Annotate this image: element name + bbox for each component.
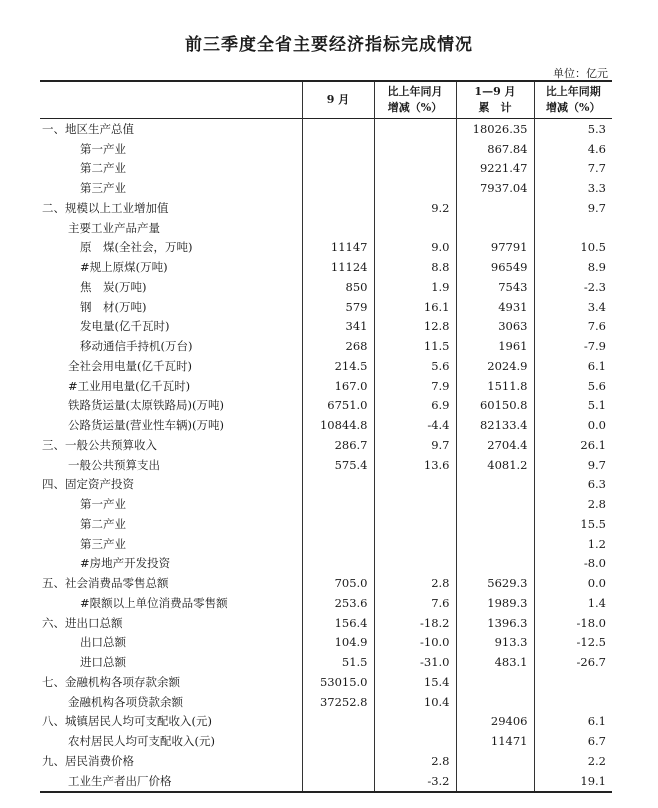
row-label: 农村居民人均可支配收入(元): [68, 734, 215, 749]
table-row: [40, 455, 612, 475]
header-yoy-month: [374, 81, 456, 119]
row-label: 金融机构各项贷款余额: [68, 694, 183, 709]
cell-month-yoy: 7.9: [374, 376, 456, 396]
cell-month-value: [302, 534, 374, 554]
cell-cumulative-yoy: [534, 218, 612, 238]
page-title: 前三季度全省主要经济指标完成情况: [185, 35, 473, 55]
header-indicator: [40, 81, 302, 119]
cell-cumulative-value: 60150.8: [456, 396, 534, 416]
cell-cumulative-value: [456, 198, 534, 218]
cell-month-value: 268: [302, 336, 374, 356]
cell-cumulative-value: 9221.47: [456, 159, 534, 179]
cell-cumulative-value: 1396.3: [456, 613, 534, 633]
cell-cumulative-yoy: 6.1: [534, 712, 612, 732]
cell-month-yoy: 9.7: [374, 435, 456, 455]
cell-cumulative-yoy: 15.5: [534, 514, 612, 534]
cell-cumulative-yoy: 10.5: [534, 238, 612, 258]
cell-cumulative-value: 4081.2: [456, 455, 534, 475]
cell-month-yoy: -10.0: [374, 633, 456, 653]
table-row: [40, 633, 612, 653]
cell-cumulative-yoy: 19.1: [534, 771, 612, 792]
cell-month-yoy: [374, 731, 456, 751]
cell-cumulative-yoy: 7.7: [534, 159, 612, 179]
row-label: 铁路货运量(太原铁路局)(万吨): [68, 398, 224, 413]
cell-month-yoy: 2.8: [374, 573, 456, 593]
row-label: 出口总额: [80, 635, 126, 650]
cell-month-yoy: [374, 494, 456, 514]
cell-month-yoy: [374, 139, 456, 159]
cell-month-value: 253.6: [302, 593, 374, 613]
table-row: [40, 297, 612, 317]
cell-cumulative-yoy: -12.5: [534, 633, 612, 653]
cell-month-value: [302, 712, 374, 732]
cell-month-value: [302, 159, 374, 179]
cell-cumulative-yoy: 5.6: [534, 376, 612, 396]
cell-cumulative-yoy: -7.9: [534, 336, 612, 356]
cell-cumulative-value: 1989.3: [456, 593, 534, 613]
row-label: 六、进出口总额: [42, 615, 123, 630]
cell-month-value: 11147: [302, 238, 374, 258]
cell-month-yoy: 9.2: [374, 198, 456, 218]
cell-cumulative-yoy: -26.7: [534, 652, 612, 672]
row-label: 三、一般公共预算收入: [42, 437, 157, 452]
cell-cumulative-value: 18026.35: [456, 119, 534, 139]
row-label: 第二产业: [80, 516, 126, 531]
header-yoy-cumulative: [534, 81, 612, 119]
cell-cumulative-value: 1961: [456, 336, 534, 356]
cell-month-value: 214.5: [302, 356, 374, 376]
row-label: 第二产业: [80, 161, 126, 176]
cell-month-value: [302, 475, 374, 495]
cell-month-yoy: 1.9: [374, 277, 456, 297]
row-label: 第一产业: [80, 141, 126, 156]
table-row: [40, 119, 612, 139]
row-label: 进口总额: [80, 655, 126, 670]
cell-month-value: 53015.0: [302, 672, 374, 692]
row-label: #房地产开发投资: [80, 556, 171, 571]
table-row: [40, 218, 612, 238]
cell-month-value: 167.0: [302, 376, 374, 396]
cell-cumulative-yoy: 1.4: [534, 593, 612, 613]
cell-cumulative-yoy: 3.3: [534, 178, 612, 198]
cell-cumulative-value: [456, 534, 534, 554]
cell-month-value: [302, 771, 374, 792]
cell-cumulative-yoy: 6.3: [534, 475, 612, 495]
table-row: [40, 159, 612, 179]
cell-month-value: [302, 554, 374, 574]
cell-month-yoy: [374, 475, 456, 495]
cell-cumulative-value: 483.1: [456, 652, 534, 672]
table-row: [40, 514, 612, 534]
cell-cumulative-yoy: 3.4: [534, 297, 612, 317]
row-label: 七、金融机构各项存款余额: [42, 674, 180, 689]
cell-cumulative-value: 82133.4: [456, 415, 534, 435]
table-row: [40, 731, 612, 751]
cell-month-value: [302, 751, 374, 771]
row-label: 移动通信手持机(万台): [80, 339, 193, 354]
row-label: #规上原煤(万吨): [80, 260, 168, 275]
cell-cumulative-value: 97791: [456, 238, 534, 258]
cell-cumulative-yoy: -18.0: [534, 613, 612, 633]
cell-cumulative-yoy: 5.1: [534, 396, 612, 416]
cell-month-value: 6751.0: [302, 396, 374, 416]
cell-month-yoy: [374, 514, 456, 534]
header-cumulative-line2: 累 计: [478, 101, 512, 114]
table-row: [40, 178, 612, 198]
cell-month-yoy: [374, 554, 456, 574]
row-label: 第三产业: [80, 181, 126, 196]
cell-cumulative-yoy: 7.6: [534, 317, 612, 337]
row-label: 第一产业: [80, 497, 126, 512]
cell-cumulative-yoy: -8.0: [534, 554, 612, 574]
cell-month-value: 286.7: [302, 435, 374, 455]
cell-month-yoy: 6.9: [374, 396, 456, 416]
cell-month-value: 579: [302, 297, 374, 317]
row-label: 焦 炭(万吨): [80, 279, 147, 294]
cell-month-yoy: -31.0: [374, 652, 456, 672]
cell-month-value: [302, 178, 374, 198]
table-header-row: [40, 81, 612, 119]
cell-cumulative-value: [456, 554, 534, 574]
cell-cumulative-value: [456, 771, 534, 792]
row-label: 八、城镇居民人均可支配收入(元): [42, 714, 212, 729]
cell-month-value: 850: [302, 277, 374, 297]
cell-month-yoy: [374, 712, 456, 732]
cell-cumulative-yoy: 5.3: [534, 119, 612, 139]
table-row: [40, 534, 612, 554]
table-row: [40, 554, 612, 574]
cell-month-yoy: -3.2: [374, 771, 456, 792]
cell-month-value: 705.0: [302, 573, 374, 593]
cell-cumulative-yoy: [534, 672, 612, 692]
cell-month-value: 104.9: [302, 633, 374, 653]
row-label: #工业用电量(亿千瓦时): [68, 378, 191, 393]
row-label: 第三产业: [80, 536, 126, 551]
cell-cumulative-value: 7937.04: [456, 178, 534, 198]
cell-cumulative-value: 96549: [456, 257, 534, 277]
table-row: [40, 415, 612, 435]
cell-month-value: [302, 731, 374, 751]
unit-label: 单位：亿元: [553, 67, 608, 80]
cell-cumulative-value: [456, 514, 534, 534]
table-row: [40, 494, 612, 514]
cell-cumulative-yoy: 4.6: [534, 139, 612, 159]
cell-month-yoy: 2.8: [374, 751, 456, 771]
cell-cumulative-yoy: [534, 692, 612, 712]
cell-month-value: 341: [302, 317, 374, 337]
table-row: [40, 613, 612, 633]
header-month: 9 月: [302, 81, 374, 119]
cell-month-yoy: [374, 534, 456, 554]
header-cumulative: [456, 81, 534, 119]
cell-cumulative-value: 11471: [456, 731, 534, 751]
cell-month-value: [302, 119, 374, 139]
table-row: [40, 712, 612, 732]
table-body: [40, 119, 612, 792]
row-label: 二、规模以上工业增加值: [42, 200, 169, 215]
row-label: 工业生产者出厂价格: [40, 771, 302, 792]
table-row: [40, 435, 612, 455]
table-row: [40, 356, 612, 376]
cell-cumulative-value: 3063: [456, 317, 534, 337]
row-label: 九、居民消费价格: [42, 753, 134, 768]
cell-month-yoy: 13.6: [374, 455, 456, 475]
cell-month-yoy: [374, 218, 456, 238]
cell-cumulative-value: 2024.9: [456, 356, 534, 376]
cell-cumulative-value: [456, 751, 534, 771]
row-label: 一般公共预算支出: [68, 457, 160, 472]
table-row: [40, 257, 612, 277]
table-row: [40, 336, 612, 356]
table-row: [40, 593, 612, 613]
table-row: [40, 771, 612, 792]
table-row: [40, 238, 612, 258]
cell-cumulative-value: 4931: [456, 297, 534, 317]
cell-month-yoy: 15.4: [374, 672, 456, 692]
table-row: [40, 396, 612, 416]
cell-cumulative-value: [456, 692, 534, 712]
cell-month-value: [302, 139, 374, 159]
table-row: [40, 277, 612, 297]
cell-cumulative-yoy: 2.8: [534, 494, 612, 514]
cell-month-yoy: 11.5: [374, 336, 456, 356]
row-label: 原 煤(全社会，万吨): [80, 240, 193, 255]
header-yoy-month-line2: 增减（%）: [387, 101, 443, 114]
indicator-table: [40, 80, 612, 793]
cell-cumulative-value: [456, 494, 534, 514]
cell-cumulative-value: 913.3: [456, 633, 534, 653]
cell-cumulative-value: [456, 475, 534, 495]
row-label: 公路货运量(营业性车辆)(万吨): [68, 418, 224, 433]
cell-cumulative-value: 7543: [456, 277, 534, 297]
header-yoy-cumulative-line2: 增减（%）: [546, 101, 601, 114]
cell-month-value: 51.5: [302, 652, 374, 672]
cell-cumulative-yoy: 6.7: [534, 731, 612, 751]
cell-cumulative-yoy: 1.2: [534, 534, 612, 554]
cell-month-yoy: 12.8: [374, 317, 456, 337]
cell-cumulative-value: 29406: [456, 712, 534, 732]
table-row: [40, 692, 612, 712]
cell-cumulative-value: 1511.8: [456, 376, 534, 396]
cell-cumulative-yoy: -2.3: [534, 277, 612, 297]
header-yoy-month-line1: 比上年同月: [387, 85, 443, 98]
cell-month-yoy: 5.6: [374, 356, 456, 376]
header-cumulative-line1: 1—9 月: [474, 85, 516, 98]
cell-cumulative-yoy: 26.1: [534, 435, 612, 455]
cell-month-value: 11124: [302, 257, 374, 277]
cell-cumulative-yoy: 8.9: [534, 257, 612, 277]
row-label: 五、社会消费品零售总额: [42, 576, 169, 591]
cell-cumulative-yoy: 9.7: [534, 198, 612, 218]
cell-cumulative-value: [456, 672, 534, 692]
cell-month-value: 37252.8: [302, 692, 374, 712]
header-yoy-cumulative-line1: 比上年同期: [545, 85, 601, 98]
cell-month-value: 10844.8: [302, 415, 374, 435]
cell-cumulative-yoy: 2.2: [534, 751, 612, 771]
cell-month-value: [302, 198, 374, 218]
cell-cumulative-value: 5629.3: [456, 573, 534, 593]
cell-month-value: [302, 494, 374, 514]
cell-month-yoy: 8.8: [374, 257, 456, 277]
cell-month-yoy: -18.2: [374, 613, 456, 633]
cell-cumulative-yoy: 0.0: [534, 415, 612, 435]
cell-month-value: 156.4: [302, 613, 374, 633]
row-label: 一、地区生产总值: [42, 121, 134, 136]
cell-cumulative-yoy: 9.7: [534, 455, 612, 475]
cell-month-yoy: 9.0: [374, 238, 456, 258]
cell-month-yoy: 7.6: [374, 593, 456, 613]
table-row: [40, 573, 612, 593]
cell-cumulative-value: [456, 218, 534, 238]
cell-month-value: 575.4: [302, 455, 374, 475]
table-row: [40, 198, 612, 218]
cell-cumulative-value: 2704.4: [456, 435, 534, 455]
table-row: [40, 475, 612, 495]
row-label: 四、固定资产投资: [42, 477, 134, 492]
cell-cumulative-yoy: 0.0: [534, 573, 612, 593]
row-label: 全社会用电量(亿千瓦时): [68, 358, 192, 373]
row-label: #限额以上单位消费品零售额: [80, 595, 228, 610]
row-label: 主要工业产品产量: [68, 220, 160, 235]
cell-month-yoy: 16.1: [374, 297, 456, 317]
row-label: 钢 材(万吨): [80, 299, 147, 314]
table-row: [40, 376, 612, 396]
cell-cumulative-value: 867.84: [456, 139, 534, 159]
table-row: [40, 672, 612, 692]
table-row: [40, 751, 612, 771]
table-row: [40, 139, 612, 159]
cell-month-yoy: [374, 159, 456, 179]
cell-month-yoy: [374, 178, 456, 198]
cell-month-yoy: 10.4: [374, 692, 456, 712]
cell-cumulative-yoy: 6.1: [534, 356, 612, 376]
table-row: [40, 652, 612, 672]
cell-month-yoy: [374, 119, 456, 139]
cell-month-value: [302, 514, 374, 534]
cell-month-yoy: -4.4: [374, 415, 456, 435]
table-row: [40, 317, 612, 337]
cell-month-value: [302, 218, 374, 238]
row-label: 发电量(亿千瓦时): [80, 319, 170, 334]
